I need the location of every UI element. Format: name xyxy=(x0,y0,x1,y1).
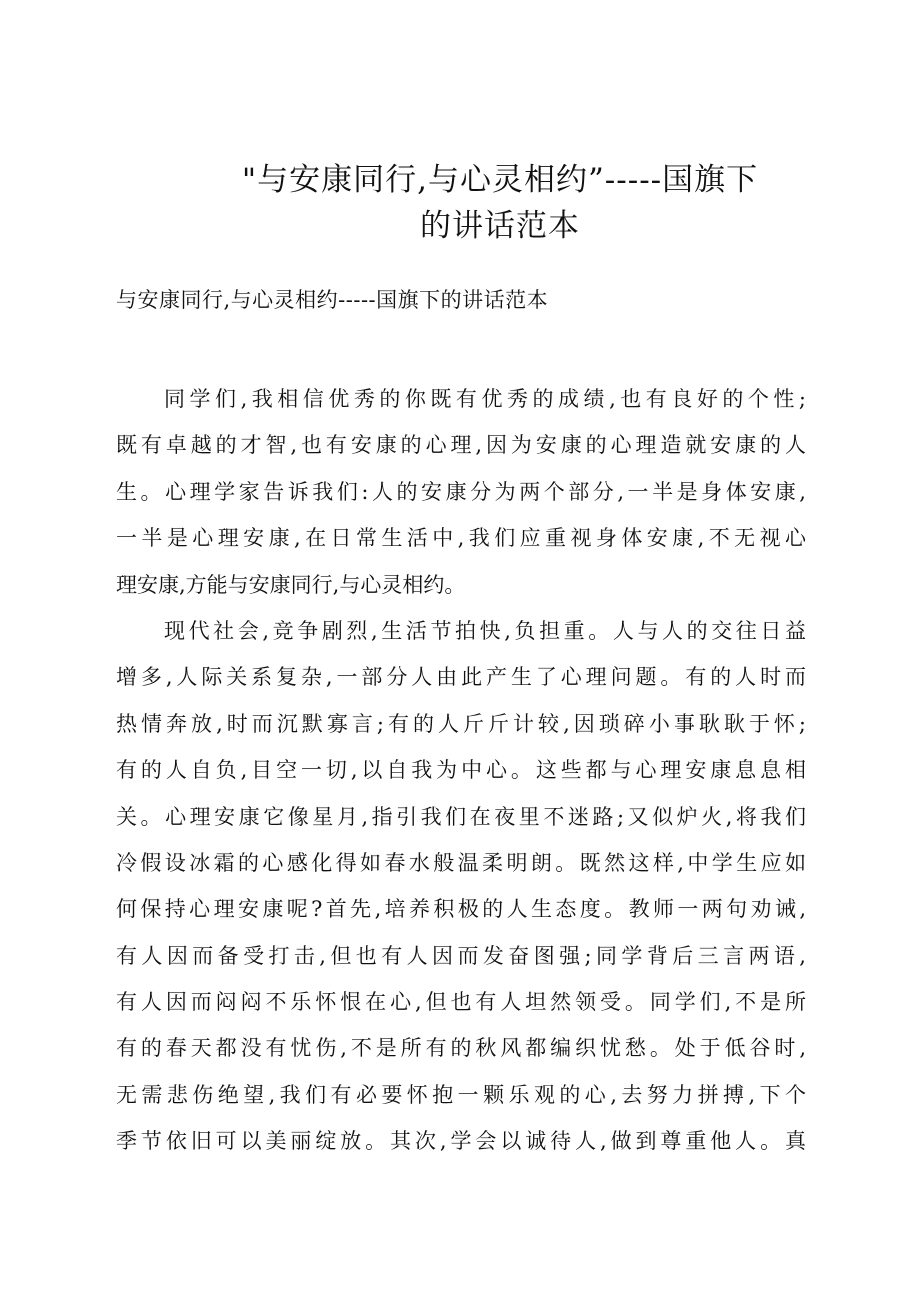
document-subtitle: 与安康同行,与心灵相约-----国旗下的讲话范本 xyxy=(116,288,549,312)
body-line: 关。心理安康它像星月,指引我们在夜里不迷路;又似炉火,将我们 xyxy=(116,804,806,829)
body-line: 既有卓越的才智,也有安康的心理,因为安康的心理造就安康的人 xyxy=(116,433,806,458)
title-line-2: 的讲话范本 xyxy=(420,208,580,244)
body-line: 增多,人际关系复杂,一部分人由此产生了心理问题。有的人时而 xyxy=(116,665,806,690)
body-line: 有的春天都没有忧伤,不是所有的秋风都编织忧愁。处于低谷时, xyxy=(116,1036,806,1061)
document-body xyxy=(116,376,806,1165)
body-line: 有人因而备受打击,但也有人因而发奋图强;同学背后三言两语, xyxy=(116,943,806,968)
body-line: 热情奔放,时而沉默寡言;有的人斤斤计较,因琐碎小事耿耿于怀; xyxy=(116,711,806,736)
body-line: 生。心理学家告诉我们:人的安康分为两个部分,一半是身体安康, xyxy=(116,479,806,504)
body-line: 季节依旧可以美丽绽放。其次,学会以诚待人,做到尊重他人。真 xyxy=(116,1129,806,1154)
body-line: 何保持心理安康呢?首先,培养积极的人生态度。教师一两句劝诫, xyxy=(116,897,806,922)
body-line: 现代社会,竞争剧烈,生活节拍快,负担重。人与人的交往日益 xyxy=(164,618,806,643)
body-line: 同学们,我相信优秀的你既有优秀的成绩,也有良好的个性; xyxy=(164,387,806,411)
body-line: 一半是心理安康,在日常生活中,我们应重视身体安康,不无视心 xyxy=(116,526,806,551)
body-line: 有的人自负,目空一切,以自我为中心。这些都与心理安康息息相 xyxy=(116,758,806,783)
title-line-1: "与安康同行,与心灵相约”-----国旗下 xyxy=(241,162,759,198)
body-line: 无需悲伤绝望,我们有必要怀抱一颗乐观的心,去努力拼搏,下个 xyxy=(116,1082,806,1107)
body-line: 冷假设冰霜的心感化得如春水般温柔明朗。既然这样,中学生应如 xyxy=(116,850,806,875)
body-line: 有人因而闷闷不乐怀恨在心,但也有人坦然领受。同学们,不是所 xyxy=(116,990,806,1015)
document-title xyxy=(150,157,850,249)
body-line: 理安康,方能与安康同行,与心灵相约。 xyxy=(116,572,466,597)
